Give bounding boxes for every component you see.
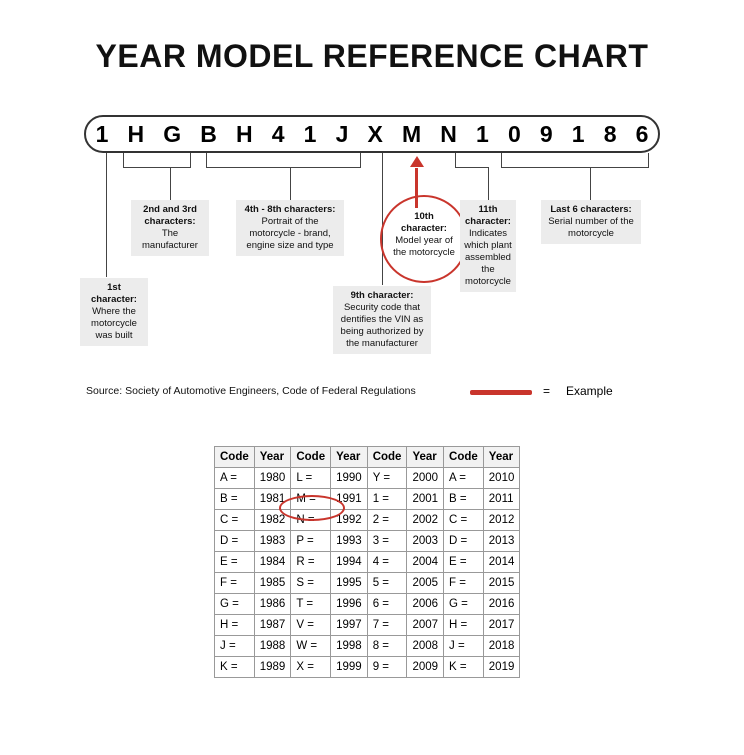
code-cell: E = xyxy=(444,552,484,573)
year-cell: 1998 xyxy=(331,636,368,657)
bracket-line xyxy=(123,167,191,168)
code-cell: C = xyxy=(215,510,255,531)
year-cell: 2001 xyxy=(407,489,444,510)
year-cell: 1986 xyxy=(254,594,291,615)
leader-line xyxy=(106,167,107,277)
legend-example-swatch xyxy=(470,390,532,395)
year-cell: 1985 xyxy=(254,573,291,594)
code-cell: F = xyxy=(444,573,484,594)
column-header: Year xyxy=(483,447,520,468)
year-code-table xyxy=(214,446,520,678)
code-cell: N = xyxy=(291,510,331,531)
source-note: Source: Society of Automotive Engineers, Code of Federal Regulations xyxy=(86,385,416,397)
callout-heading: 9th character: xyxy=(350,290,414,301)
year-cell: 2007 xyxy=(407,615,444,636)
leader-line xyxy=(206,153,207,167)
year-cell: 2003 xyxy=(407,531,444,552)
callout-last-six-characters xyxy=(541,200,641,244)
table-row xyxy=(215,552,520,573)
legend-example-label: Example xyxy=(566,384,613,398)
code-cell: H = xyxy=(215,615,255,636)
leader-line xyxy=(648,153,649,167)
code-cell: P = xyxy=(291,531,331,552)
code-cell: G = xyxy=(444,594,484,615)
bracket-line xyxy=(501,167,649,168)
vin-char: X xyxy=(367,121,383,147)
callout-heading: 2nd and 3rd characters: xyxy=(143,204,197,227)
year-cell: 2019 xyxy=(483,657,520,678)
vin-char: 8 xyxy=(603,121,617,147)
year-cell: 1996 xyxy=(331,594,368,615)
year-cell: 1980 xyxy=(254,468,291,489)
year-cell: 2017 xyxy=(483,615,520,636)
code-cell: S = xyxy=(291,573,331,594)
callout-body: Portrait of the motorcycle - brand, engine size and type xyxy=(246,216,334,251)
code-cell: 3 = xyxy=(367,531,407,552)
column-header: Year xyxy=(331,447,368,468)
leader-line xyxy=(290,167,291,200)
column-header: Code xyxy=(291,447,331,468)
year-cell: 1983 xyxy=(254,531,291,552)
callout-fourth-eighth-characters xyxy=(236,200,344,256)
code-cell: 6 = xyxy=(367,594,407,615)
code-cell: 8 = xyxy=(367,636,407,657)
callout-body: The manufacturer xyxy=(142,228,198,251)
year-cell: 1991 xyxy=(331,489,368,510)
callout-heading: 4th - 8th characters: xyxy=(244,204,336,215)
table-row xyxy=(215,594,520,615)
leader-line xyxy=(455,153,456,167)
code-cell: R = xyxy=(291,552,331,573)
vin-char: H xyxy=(127,121,145,147)
callout-heading: 10th character: xyxy=(401,211,447,234)
year-cell: 2018 xyxy=(483,636,520,657)
year-code-table-wrapper xyxy=(214,446,520,678)
code-cell: M = xyxy=(291,489,331,510)
red-arrow-head xyxy=(410,156,424,167)
code-cell: B = xyxy=(444,489,484,510)
code-cell: W = xyxy=(291,636,331,657)
vin-char: B xyxy=(200,121,217,147)
column-header: Year xyxy=(407,447,444,468)
callout-body: Security code that dentifies the VIN as being authorized by the manufacturer xyxy=(340,302,424,349)
year-cell: 1984 xyxy=(254,552,291,573)
year-cell: 1982 xyxy=(254,510,291,531)
vin-char: G xyxy=(163,121,182,147)
year-cell: 2011 xyxy=(483,489,520,510)
year-cell: 2015 xyxy=(483,573,520,594)
red-arrow-stem xyxy=(415,168,418,208)
year-cell: 2000 xyxy=(407,468,444,489)
year-cell: 1992 xyxy=(331,510,368,531)
year-cell: 1988 xyxy=(254,636,291,657)
callout-first-character xyxy=(80,278,148,346)
code-cell: D = xyxy=(215,531,255,552)
year-cell: 2006 xyxy=(407,594,444,615)
table-row xyxy=(215,615,520,636)
year-cell: 2012 xyxy=(483,510,520,531)
leader-line xyxy=(170,167,171,200)
year-cell: 1987 xyxy=(254,615,291,636)
year-cell: 1990 xyxy=(331,468,368,489)
bracket-line xyxy=(455,167,488,168)
year-cell: 2004 xyxy=(407,552,444,573)
code-cell: K = xyxy=(444,657,484,678)
column-header: Year xyxy=(254,447,291,468)
vin-char: 0 xyxy=(507,121,521,147)
code-cell: K = xyxy=(215,657,255,678)
code-cell: B = xyxy=(215,489,255,510)
code-cell: 4 = xyxy=(367,552,407,573)
callout-heading: Last 6 characters: xyxy=(550,204,632,215)
vin-char: 4 xyxy=(271,121,285,147)
code-cell: 1 = xyxy=(367,489,407,510)
table-row xyxy=(215,468,520,489)
code-cell: T = xyxy=(291,594,331,615)
table-header-row xyxy=(215,447,520,468)
callout-heading: 1st character: xyxy=(91,282,137,305)
leader-line xyxy=(382,153,383,285)
callout-body: Where the motorcycle was built xyxy=(91,306,137,341)
year-cell: 1995 xyxy=(331,573,368,594)
code-cell: J = xyxy=(215,636,255,657)
code-cell: V = xyxy=(291,615,331,636)
vin-char: 1 xyxy=(95,121,109,147)
vin-char: 1 xyxy=(303,121,317,147)
code-cell: H = xyxy=(444,615,484,636)
vin-char: 1 xyxy=(476,121,489,147)
vin-char: M xyxy=(401,121,422,147)
table-row xyxy=(215,510,520,531)
callout-second-third-characters xyxy=(131,200,209,256)
leader-line xyxy=(360,153,361,167)
callout-heading: 11th character: xyxy=(465,204,511,227)
leader-line xyxy=(488,167,489,200)
legend-equals-sign: = xyxy=(543,384,551,398)
code-cell: A = xyxy=(215,468,255,489)
callout-body: Indicates which plant assembled the motorcycle xyxy=(464,228,512,287)
year-cell: 2016 xyxy=(483,594,520,615)
year-cell: 2013 xyxy=(483,531,520,552)
vin-char: 1 xyxy=(571,121,585,147)
callout-ninth-character xyxy=(333,286,431,354)
code-cell: 7 = xyxy=(367,615,407,636)
code-cell: D = xyxy=(444,531,484,552)
code-cell: C = xyxy=(444,510,484,531)
year-cell: 2009 xyxy=(407,657,444,678)
year-cell: 2005 xyxy=(407,573,444,594)
code-cell: 5 = xyxy=(367,573,407,594)
column-header: Code xyxy=(444,447,484,468)
year-cell: 2008 xyxy=(407,636,444,657)
code-cell: 9 = xyxy=(367,657,407,678)
code-cell: G = xyxy=(215,594,255,615)
leader-line xyxy=(106,153,107,167)
code-cell: J = xyxy=(444,636,484,657)
table-row xyxy=(215,573,520,594)
bracket-line xyxy=(206,167,361,168)
leader-line xyxy=(190,153,191,167)
year-cell: 2014 xyxy=(483,552,520,573)
code-cell: A = xyxy=(444,468,484,489)
table-row xyxy=(215,636,520,657)
year-cell: 1997 xyxy=(331,615,368,636)
year-cell: 1999 xyxy=(331,657,368,678)
year-cell: 1994 xyxy=(331,552,368,573)
column-header: Code xyxy=(367,447,407,468)
year-cell: 1989 xyxy=(254,657,291,678)
vin-char: H xyxy=(236,121,253,147)
table-row xyxy=(215,531,520,552)
code-cell: E = xyxy=(215,552,255,573)
vin-char: N xyxy=(440,121,457,147)
callout-tenth-character xyxy=(389,207,459,263)
callout-body: Serial number of the motorcycle xyxy=(548,216,634,239)
column-header: Code xyxy=(215,447,255,468)
leader-line xyxy=(123,153,124,167)
year-cell: 1981 xyxy=(254,489,291,510)
code-cell: L = xyxy=(291,468,331,489)
code-cell: 2 = xyxy=(367,510,407,531)
year-cell: 2002 xyxy=(407,510,444,531)
callout-body: Model year of the motorcycle xyxy=(393,235,455,258)
code-cell: X = xyxy=(291,657,331,678)
code-cell: F = xyxy=(215,573,255,594)
vin-number-bar xyxy=(84,115,660,153)
vin-char: J xyxy=(335,121,349,147)
vin-char: 6 xyxy=(635,121,649,147)
page-title: YEAR MODEL REFERENCE CHART xyxy=(95,38,649,74)
year-cell: 1993 xyxy=(331,531,368,552)
vin-char: 9 xyxy=(539,121,553,147)
code-cell: Y = xyxy=(367,468,407,489)
table-row xyxy=(215,657,520,678)
leader-line xyxy=(501,153,502,167)
year-cell: 2010 xyxy=(483,468,520,489)
leader-line xyxy=(590,167,591,200)
table-row xyxy=(215,489,520,510)
callout-eleventh-character xyxy=(460,200,516,292)
